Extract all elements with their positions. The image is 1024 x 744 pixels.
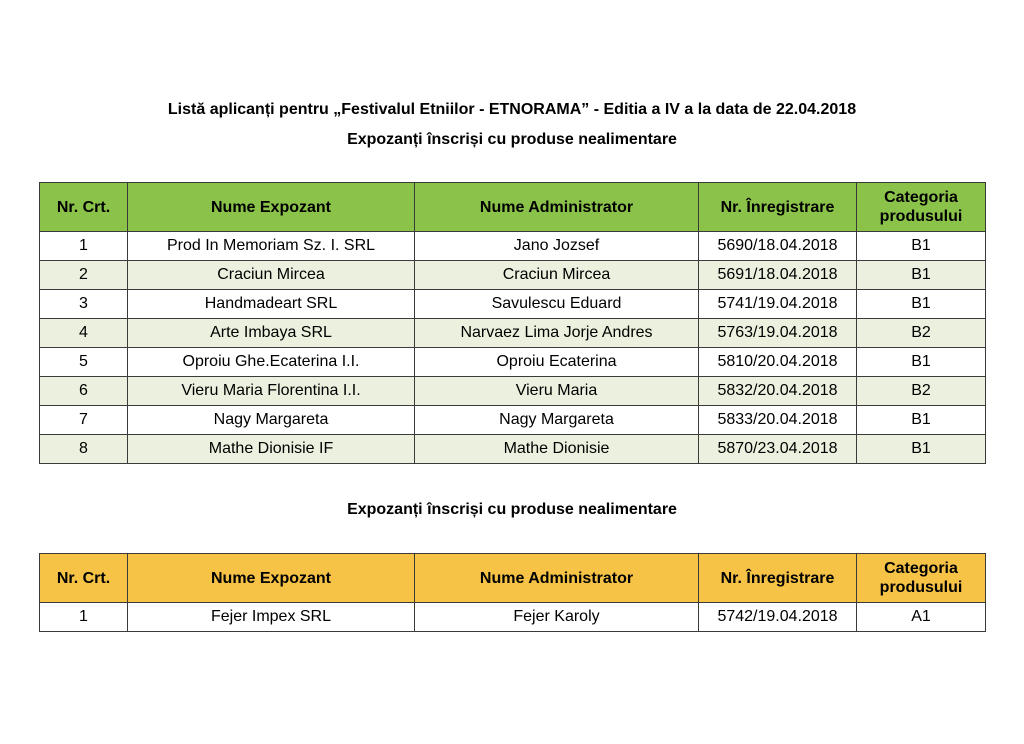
cell-nr: 1 bbox=[40, 603, 128, 632]
cell-nr: 6 bbox=[40, 377, 128, 406]
cell-administrator: Craciun Mircea bbox=[415, 261, 699, 290]
table-row bbox=[40, 406, 986, 435]
table-row bbox=[40, 348, 986, 377]
cell-nr: 7 bbox=[40, 406, 128, 435]
cell-categoria: B1 bbox=[857, 348, 986, 377]
cell-categoria: B1 bbox=[857, 290, 986, 319]
cell-nr: 2 bbox=[40, 261, 128, 290]
table-row bbox=[40, 377, 986, 406]
cell-inregistrare: 5810/20.04.2018 bbox=[699, 348, 857, 377]
cell-inregistrare: 5870/23.04.2018 bbox=[699, 435, 857, 464]
cell-categoria: A1 bbox=[857, 603, 986, 632]
applicants-table-2 bbox=[39, 553, 986, 632]
column-header-administrator: Nume Administrator bbox=[415, 554, 699, 603]
cell-categoria: B1 bbox=[857, 261, 986, 290]
cell-administrator: Nagy Margareta bbox=[415, 406, 699, 435]
cell-categoria: B1 bbox=[857, 406, 986, 435]
cell-inregistrare: 5833/20.04.2018 bbox=[699, 406, 857, 435]
cell-inregistrare: 5691/18.04.2018 bbox=[699, 261, 857, 290]
cell-inregistrare: 5742/19.04.2018 bbox=[699, 603, 857, 632]
column-header-inregistrare: Nr. Înregistrare bbox=[699, 183, 857, 232]
table-row bbox=[40, 232, 986, 261]
cell-nr: 5 bbox=[40, 348, 128, 377]
cell-nr: 8 bbox=[40, 435, 128, 464]
column-header-nr: Nr. Crt. bbox=[40, 554, 128, 603]
cell-expozant: Craciun Mircea bbox=[128, 261, 415, 290]
cell-expozant: Fejer Impex SRL bbox=[128, 603, 415, 632]
cell-administrator: Vieru Maria bbox=[415, 377, 699, 406]
cell-administrator: Jano Jozsef bbox=[415, 232, 699, 261]
cell-expozant: Nagy Margareta bbox=[128, 406, 415, 435]
cell-administrator: Mathe Dionisie bbox=[415, 435, 699, 464]
applicants-table-1 bbox=[39, 182, 986, 464]
cell-inregistrare: 5763/19.04.2018 bbox=[699, 319, 857, 348]
cell-categoria: B2 bbox=[857, 377, 986, 406]
cell-categoria: B2 bbox=[857, 319, 986, 348]
cell-expozant: Vieru Maria Florentina I.I. bbox=[128, 377, 415, 406]
cell-administrator: Fejer Karoly bbox=[415, 603, 699, 632]
column-header-expozant: Nume Expozant bbox=[128, 183, 415, 232]
cell-expozant: Prod In Memoriam Sz. I. SRL bbox=[128, 232, 415, 261]
cell-expozant: Oproiu Ghe.Ecaterina I.I. bbox=[128, 348, 415, 377]
column-header-expozant: Nume Expozant bbox=[128, 554, 415, 603]
column-header-nr: Nr. Crt. bbox=[40, 183, 128, 232]
section-heading-1: Expozanți înscriși cu produse nealimentare bbox=[347, 131, 677, 148]
cell-expozant: Arte Imbaya SRL bbox=[128, 319, 415, 348]
table-header-row bbox=[40, 554, 986, 603]
cell-categoria: B1 bbox=[857, 232, 986, 261]
cell-inregistrare: 5690/18.04.2018 bbox=[699, 232, 857, 261]
table-row bbox=[40, 435, 986, 464]
table-row bbox=[40, 319, 986, 348]
cell-inregistrare: 5741/19.04.2018 bbox=[699, 290, 857, 319]
table-row bbox=[40, 603, 986, 632]
cell-nr: 3 bbox=[40, 290, 128, 319]
cell-nr: 4 bbox=[40, 319, 128, 348]
document-title: Listă aplicanți pentru „Festivalul Etniilor - ETNORAMA” - Editia a IV a la data de 22.04.2018 bbox=[167, 101, 857, 118]
cell-administrator: Savulescu Eduard bbox=[415, 290, 699, 319]
cell-administrator: Oproiu Ecaterina bbox=[415, 348, 699, 377]
column-header-categoria: Categoria produsului bbox=[857, 554, 986, 603]
cell-inregistrare: 5832/20.04.2018 bbox=[699, 377, 857, 406]
column-header-inregistrare: Nr. Înregistrare bbox=[699, 554, 857, 603]
table-row bbox=[40, 290, 986, 319]
cell-administrator: Narvaez Lima Jorje Andres bbox=[415, 319, 699, 348]
section-heading-2: Expozanți înscriși cu produse nealimentare bbox=[347, 501, 677, 518]
cell-nr: 1 bbox=[40, 232, 128, 261]
table-row bbox=[40, 261, 986, 290]
cell-expozant: Mathe Dionisie IF bbox=[128, 435, 415, 464]
table-header-row bbox=[40, 183, 986, 232]
cell-expozant: Handmadeart SRL bbox=[128, 290, 415, 319]
column-header-categoria: Categoria produsului bbox=[857, 183, 986, 232]
column-header-administrator: Nume Administrator bbox=[415, 183, 699, 232]
cell-categoria: B1 bbox=[857, 435, 986, 464]
